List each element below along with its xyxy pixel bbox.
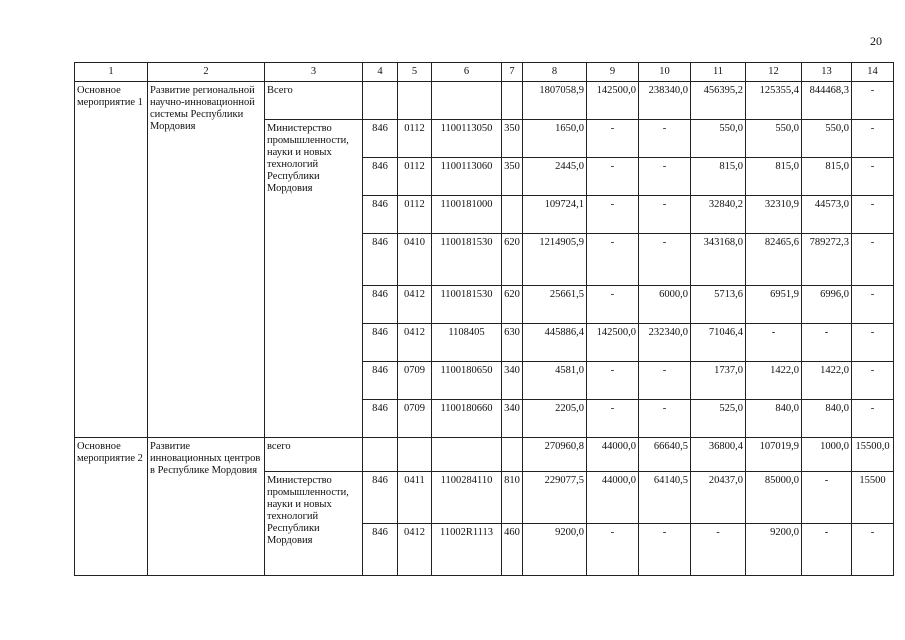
amount-cell: 109724,1: [523, 196, 587, 234]
ministry-name: Министерство промышленности, науки и новых технологий Республики Мордовия: [265, 472, 363, 576]
amount-cell: -: [852, 196, 894, 234]
col-header: 1: [75, 63, 148, 82]
code-target: 1100181000: [432, 196, 502, 234]
code-section: 0112: [398, 196, 432, 234]
code-ministry: 846: [363, 362, 398, 400]
code-section: 0112: [398, 158, 432, 196]
amount-cell: -: [802, 324, 852, 362]
empty-cell: [502, 82, 523, 120]
total-value: 125355,4: [746, 82, 802, 120]
col-header: 3: [265, 63, 363, 82]
page-number: 20: [870, 34, 882, 48]
amount-cell: -: [691, 524, 746, 576]
empty-cell: [432, 82, 502, 120]
code-ministry: 846: [363, 234, 398, 286]
col-header: 2: [148, 63, 265, 82]
amount-cell: 4581,0: [523, 362, 587, 400]
code-type: 460: [502, 524, 523, 576]
amount-cell: 142500,0: [587, 324, 639, 362]
empty-cell: [502, 438, 523, 472]
amount-cell: -: [587, 400, 639, 438]
code-target: 1100180650: [432, 362, 502, 400]
code-ministry: 846: [363, 120, 398, 158]
amount-cell: 2445,0: [523, 158, 587, 196]
col-header: 5: [398, 63, 432, 82]
amount-cell: -: [587, 234, 639, 286]
col-header: 12: [746, 63, 802, 82]
amount-cell: 840,0: [746, 400, 802, 438]
col-header: 8: [523, 63, 587, 82]
amount-cell: 840,0: [802, 400, 852, 438]
amount-cell: -: [852, 400, 894, 438]
amount-cell: 32310,9: [746, 196, 802, 234]
empty-cell: [398, 82, 432, 120]
code-target: 1100180660: [432, 400, 502, 438]
total-value: 15500,0: [852, 438, 894, 472]
activity-title: Основное мероприятие 2: [75, 438, 148, 576]
amount-cell: -: [587, 362, 639, 400]
total-value: 44000,0: [587, 438, 639, 472]
amount-cell: 1422,0: [802, 362, 852, 400]
amount-cell: 445886,4: [523, 324, 587, 362]
amount-cell: 232340,0: [639, 324, 691, 362]
amount-cell: 1737,0: [691, 362, 746, 400]
amount-cell: -: [802, 472, 852, 524]
amount-cell: -: [802, 524, 852, 576]
amount-cell: -: [587, 196, 639, 234]
code-type: 620: [502, 234, 523, 286]
col-header: 11: [691, 63, 746, 82]
amount-cell: 1650,0: [523, 120, 587, 158]
code-type: 620: [502, 286, 523, 324]
amount-cell: 6000,0: [639, 286, 691, 324]
code-section: 0709: [398, 400, 432, 438]
ministry-name: Министерство промышленности, науки и новых технологий Республики Мордовия: [265, 120, 363, 438]
amount-cell: -: [587, 158, 639, 196]
amount-cell: 6996,0: [802, 286, 852, 324]
code-target: 1100181530: [432, 234, 502, 286]
empty-cell: [432, 438, 502, 472]
amount-cell: -: [639, 524, 691, 576]
total-value: 107019,9: [746, 438, 802, 472]
amount-cell: -: [852, 362, 894, 400]
amount-cell: 9200,0: [746, 524, 802, 576]
amount-cell: -: [852, 158, 894, 196]
amount-cell: 5713,6: [691, 286, 746, 324]
amount-cell: 815,0: [802, 158, 852, 196]
total-value: 238340,0: [639, 82, 691, 120]
amount-cell: 525,0: [691, 400, 746, 438]
code-section: 0412: [398, 524, 432, 576]
amount-cell: 2205,0: [523, 400, 587, 438]
code-section: 0411: [398, 472, 432, 524]
amount-cell: 20437,0: [691, 472, 746, 524]
amount-cell: 44000,0: [587, 472, 639, 524]
code-type: 810: [502, 472, 523, 524]
amount-cell: 6951,9: [746, 286, 802, 324]
amount-cell: 815,0: [746, 158, 802, 196]
code-type: 340: [502, 362, 523, 400]
amount-cell: 82465,6: [746, 234, 802, 286]
code-target: 1100113050: [432, 120, 502, 158]
col-header: 9: [587, 63, 639, 82]
code-target: 1100181530: [432, 286, 502, 324]
total-value: 1807058,9: [523, 82, 587, 120]
amount-cell: -: [852, 234, 894, 286]
amount-cell: -: [639, 362, 691, 400]
amount-cell: -: [852, 120, 894, 158]
code-target: 1100113060: [432, 158, 502, 196]
amount-cell: 550,0: [691, 120, 746, 158]
amount-cell: 64140,5: [639, 472, 691, 524]
amount-cell: -: [639, 234, 691, 286]
amount-cell: -: [587, 120, 639, 158]
code-type: 350: [502, 158, 523, 196]
amount-cell: 85000,0: [746, 472, 802, 524]
activity-description: Развитие региональной научно-инновационной системы Республики Мордовия: [148, 82, 265, 438]
total-value: 66640,5: [639, 438, 691, 472]
total-value: 1000,0: [802, 438, 852, 472]
total-value: 270960,8: [523, 438, 587, 472]
code-ministry: 846: [363, 524, 398, 576]
amount-cell: 71046,4: [691, 324, 746, 362]
amount-cell: 550,0: [746, 120, 802, 158]
activity-title: Основное мероприятие 1: [75, 82, 148, 438]
activity-description: Развитие инновационных центров в Республике Мордовия: [148, 438, 265, 576]
amount-cell: -: [639, 120, 691, 158]
amount-cell: 815,0: [691, 158, 746, 196]
amount-cell: -: [587, 286, 639, 324]
code-ministry: 846: [363, 324, 398, 362]
code-target: 1108405: [432, 324, 502, 362]
total-label: всего: [265, 438, 363, 472]
amount-cell: -: [852, 524, 894, 576]
code-ministry: 846: [363, 472, 398, 524]
amount-cell: -: [852, 286, 894, 324]
amount-cell: 15500: [852, 472, 894, 524]
code-type: 630: [502, 324, 523, 362]
code-ministry: 846: [363, 196, 398, 234]
code-section: 0412: [398, 286, 432, 324]
total-value: -: [852, 82, 894, 120]
amount-cell: -: [852, 324, 894, 362]
total-value: 456395,2: [691, 82, 746, 120]
code-section: 0412: [398, 324, 432, 362]
code-type: [502, 196, 523, 234]
amount-cell: 9200,0: [523, 524, 587, 576]
amount-cell: 1214905,9: [523, 234, 587, 286]
amount-cell: 229077,5: [523, 472, 587, 524]
amount-cell: 343168,0: [691, 234, 746, 286]
code-section: 0709: [398, 362, 432, 400]
amount-cell: -: [639, 196, 691, 234]
amount-cell: 789272,3: [802, 234, 852, 286]
code-target: 1100284110: [432, 472, 502, 524]
col-header: 10: [639, 63, 691, 82]
empty-cell: [398, 438, 432, 472]
amount-cell: 25661,5: [523, 286, 587, 324]
amount-cell: -: [587, 524, 639, 576]
code-section: 0112: [398, 120, 432, 158]
code-ministry: 846: [363, 158, 398, 196]
total-label: Всего: [265, 82, 363, 120]
amount-cell: 32840,2: [691, 196, 746, 234]
total-value: 36800,4: [691, 438, 746, 472]
amount-cell: 550,0: [802, 120, 852, 158]
code-ministry: 846: [363, 400, 398, 438]
code-section: 0410: [398, 234, 432, 286]
empty-cell: [363, 82, 398, 120]
code-ministry: 846: [363, 286, 398, 324]
group-total-row: [75, 82, 894, 120]
budget-table: [74, 62, 894, 576]
amount-cell: -: [639, 400, 691, 438]
amount-cell: -: [746, 324, 802, 362]
amount-cell: 1422,0: [746, 362, 802, 400]
col-header: 7: [502, 63, 523, 82]
code-type: 350: [502, 120, 523, 158]
total-value: 142500,0: [587, 82, 639, 120]
total-value: 844468,3: [802, 82, 852, 120]
code-target: 11002R1113: [432, 524, 502, 576]
col-header: 14: [852, 63, 894, 82]
amount-cell: -: [639, 158, 691, 196]
code-type: 340: [502, 400, 523, 438]
col-header: 6: [432, 63, 502, 82]
amount-cell: 44573,0: [802, 196, 852, 234]
header-row: [75, 63, 894, 82]
group-total-row: [75, 438, 894, 472]
col-header: 4: [363, 63, 398, 82]
empty-cell: [363, 438, 398, 472]
col-header: 13: [802, 63, 852, 82]
